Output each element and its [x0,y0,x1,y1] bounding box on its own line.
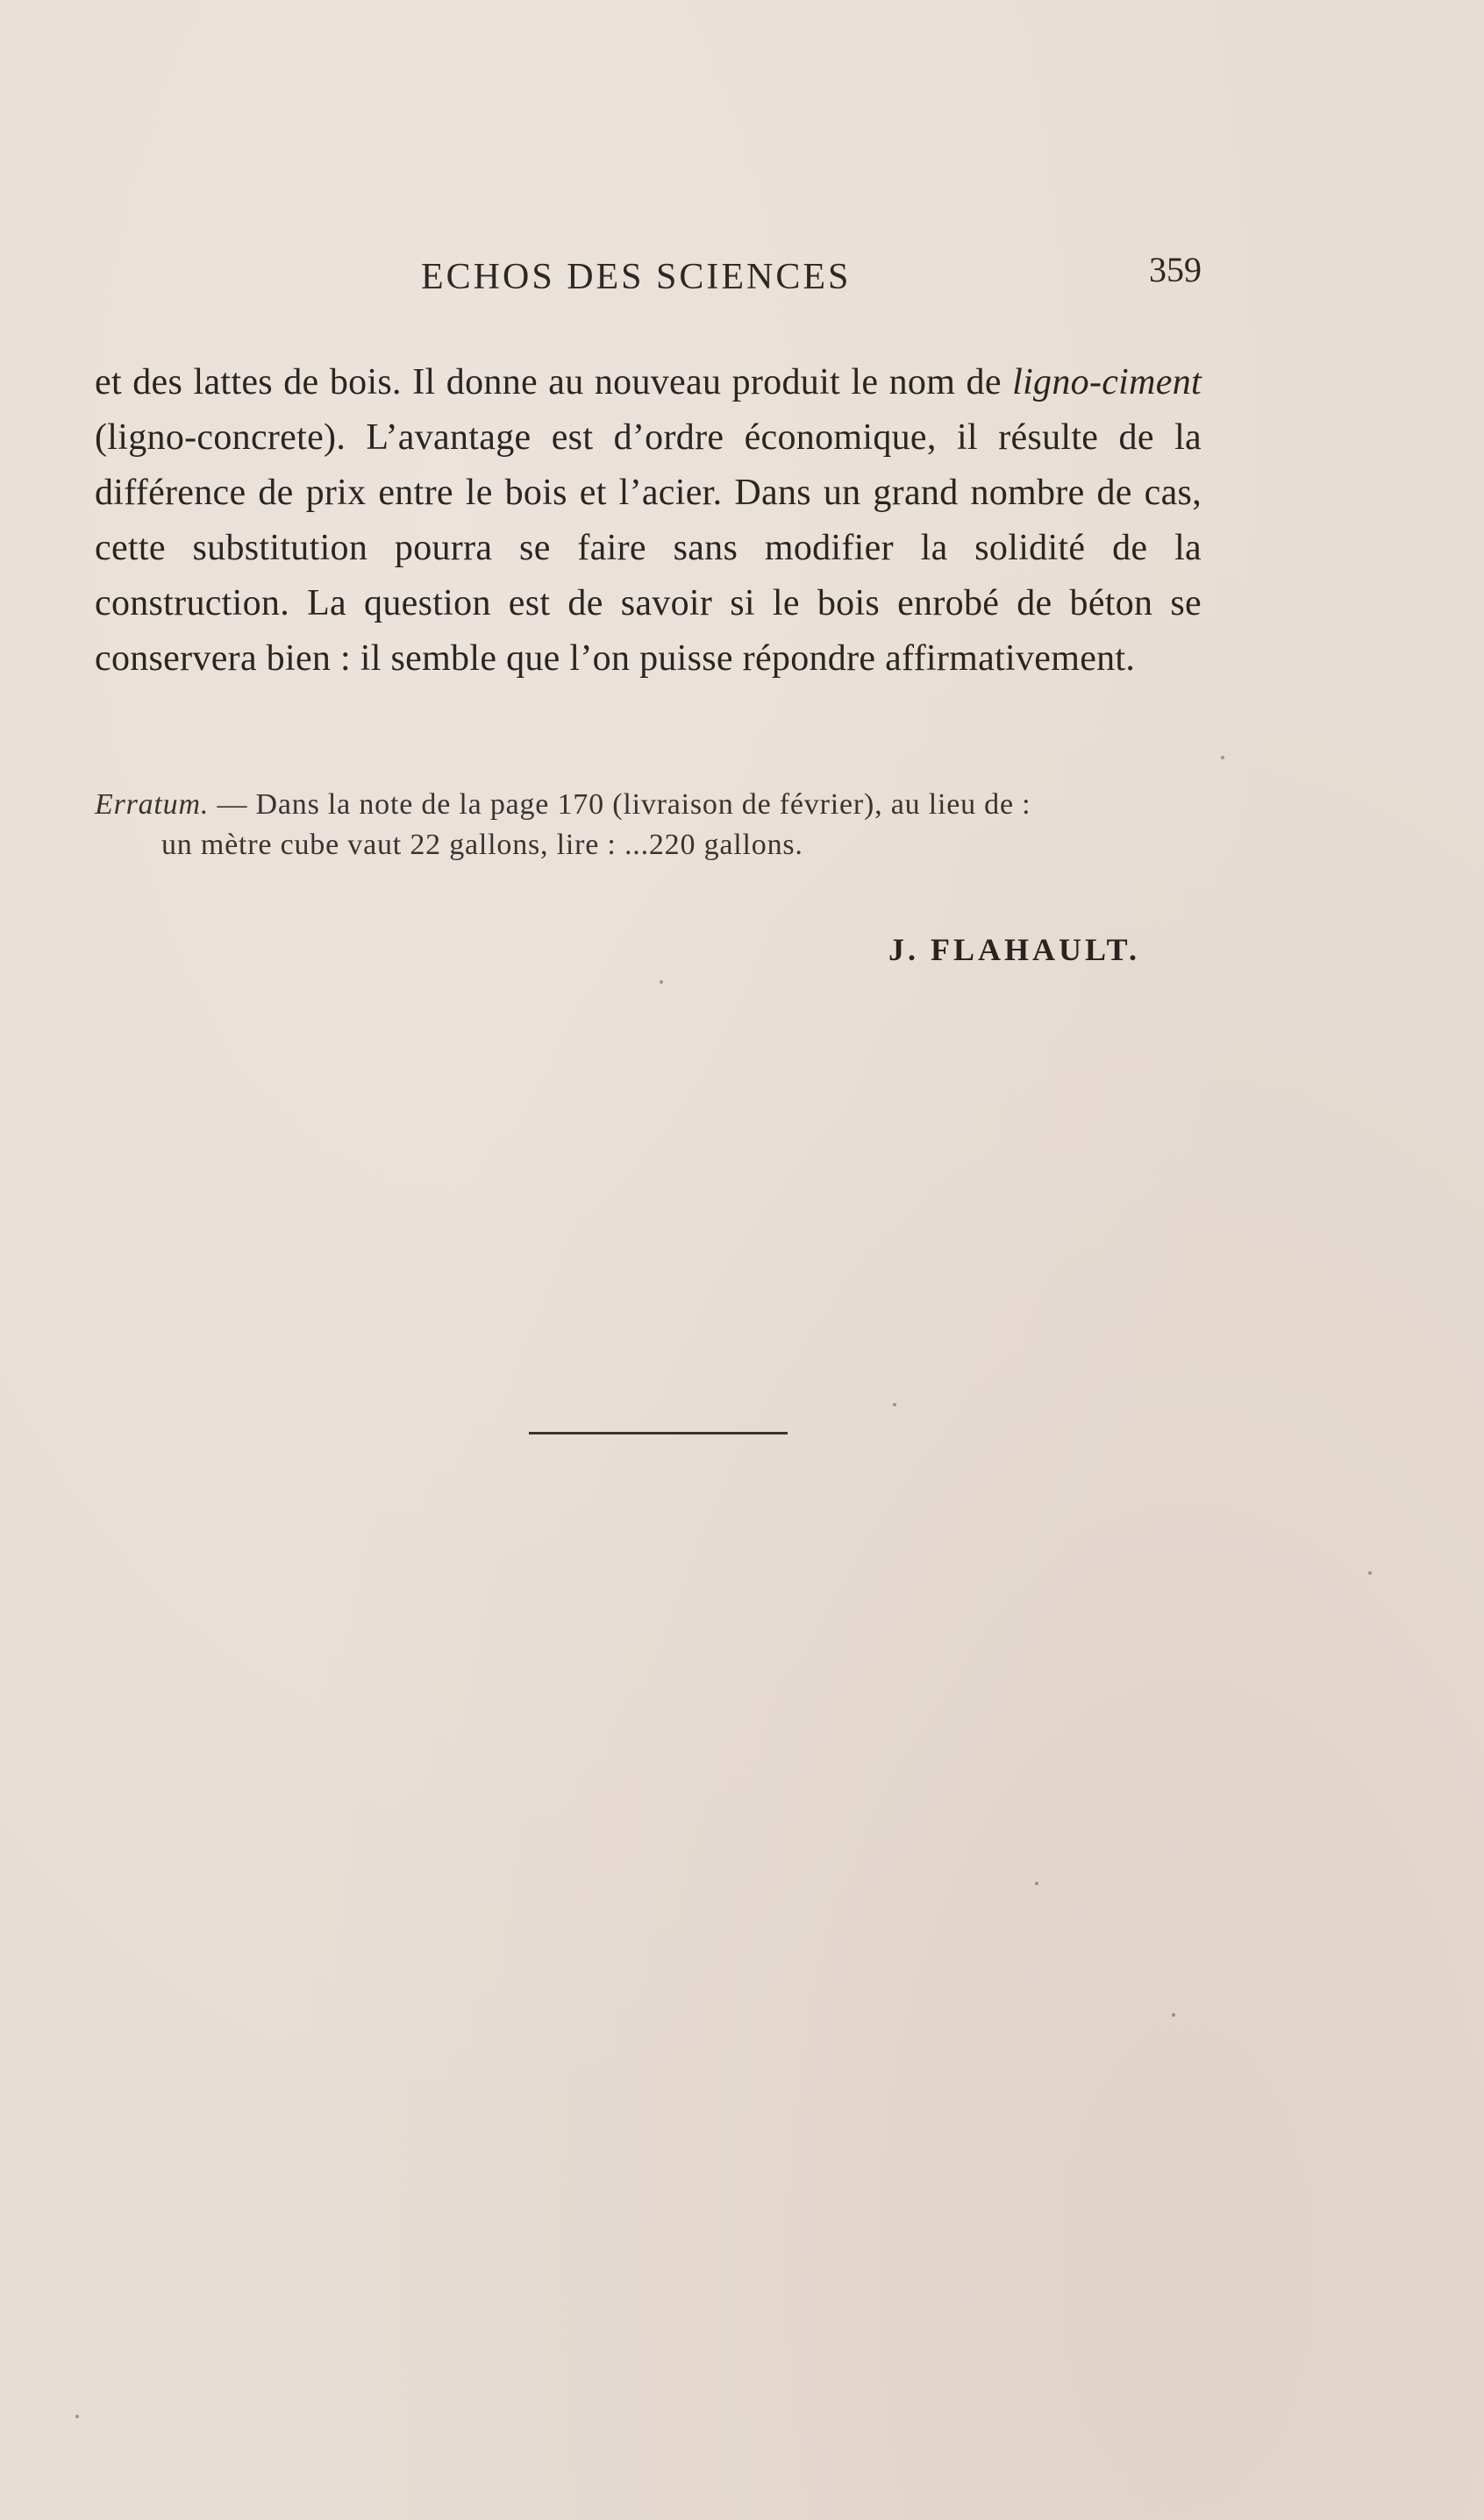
author-signature: J. FLAHAULT. [888,932,1140,967]
paragraph-text-end: (ligno-concrete). L’avantage est d’ordre économique, il résulte de la différence de prix entre le bois et l’acier. Dans un grand nombre de cas, cette substitution pourra se faire sans modifier la solidité de la construction. La question est de savoir si le bois enrobé de béton se conservera bien : il semble que l’on puisse répondre affirmativement. [95,417,1202,679]
paragraph-text-start: et des lattes de bois. Il donne au nouveau produit le nom de [95,362,1013,402]
paper-speck [1368,1571,1372,1575]
paragraph [95,355,1202,687]
erratum-note [95,785,1202,865]
erratum-line-1: — Dans la note de la page 170 (livraison de février), au lieu de : [209,788,1031,821]
erratum-label: Erratum. [95,788,210,821]
running-head [96,250,1202,309]
paper-speck [1172,2013,1175,2017]
end-rule-divider [529,1432,788,1434]
paper-speck [660,980,663,984]
paper-speck [893,1403,896,1406]
running-title: ECHOS DES SCIENCES [421,257,852,297]
paper-speck [75,2415,79,2418]
paper-speck [1221,756,1224,759]
italic-term: ligno-ciment [1012,362,1202,402]
paper-speck [1035,1882,1038,1885]
erratum-line-2: un mètre cube vaut 22 gallons, lire : ...220 gallons. [161,829,803,861]
body-paragraph [95,355,1202,687]
page-number: 359 [1149,250,1202,289]
